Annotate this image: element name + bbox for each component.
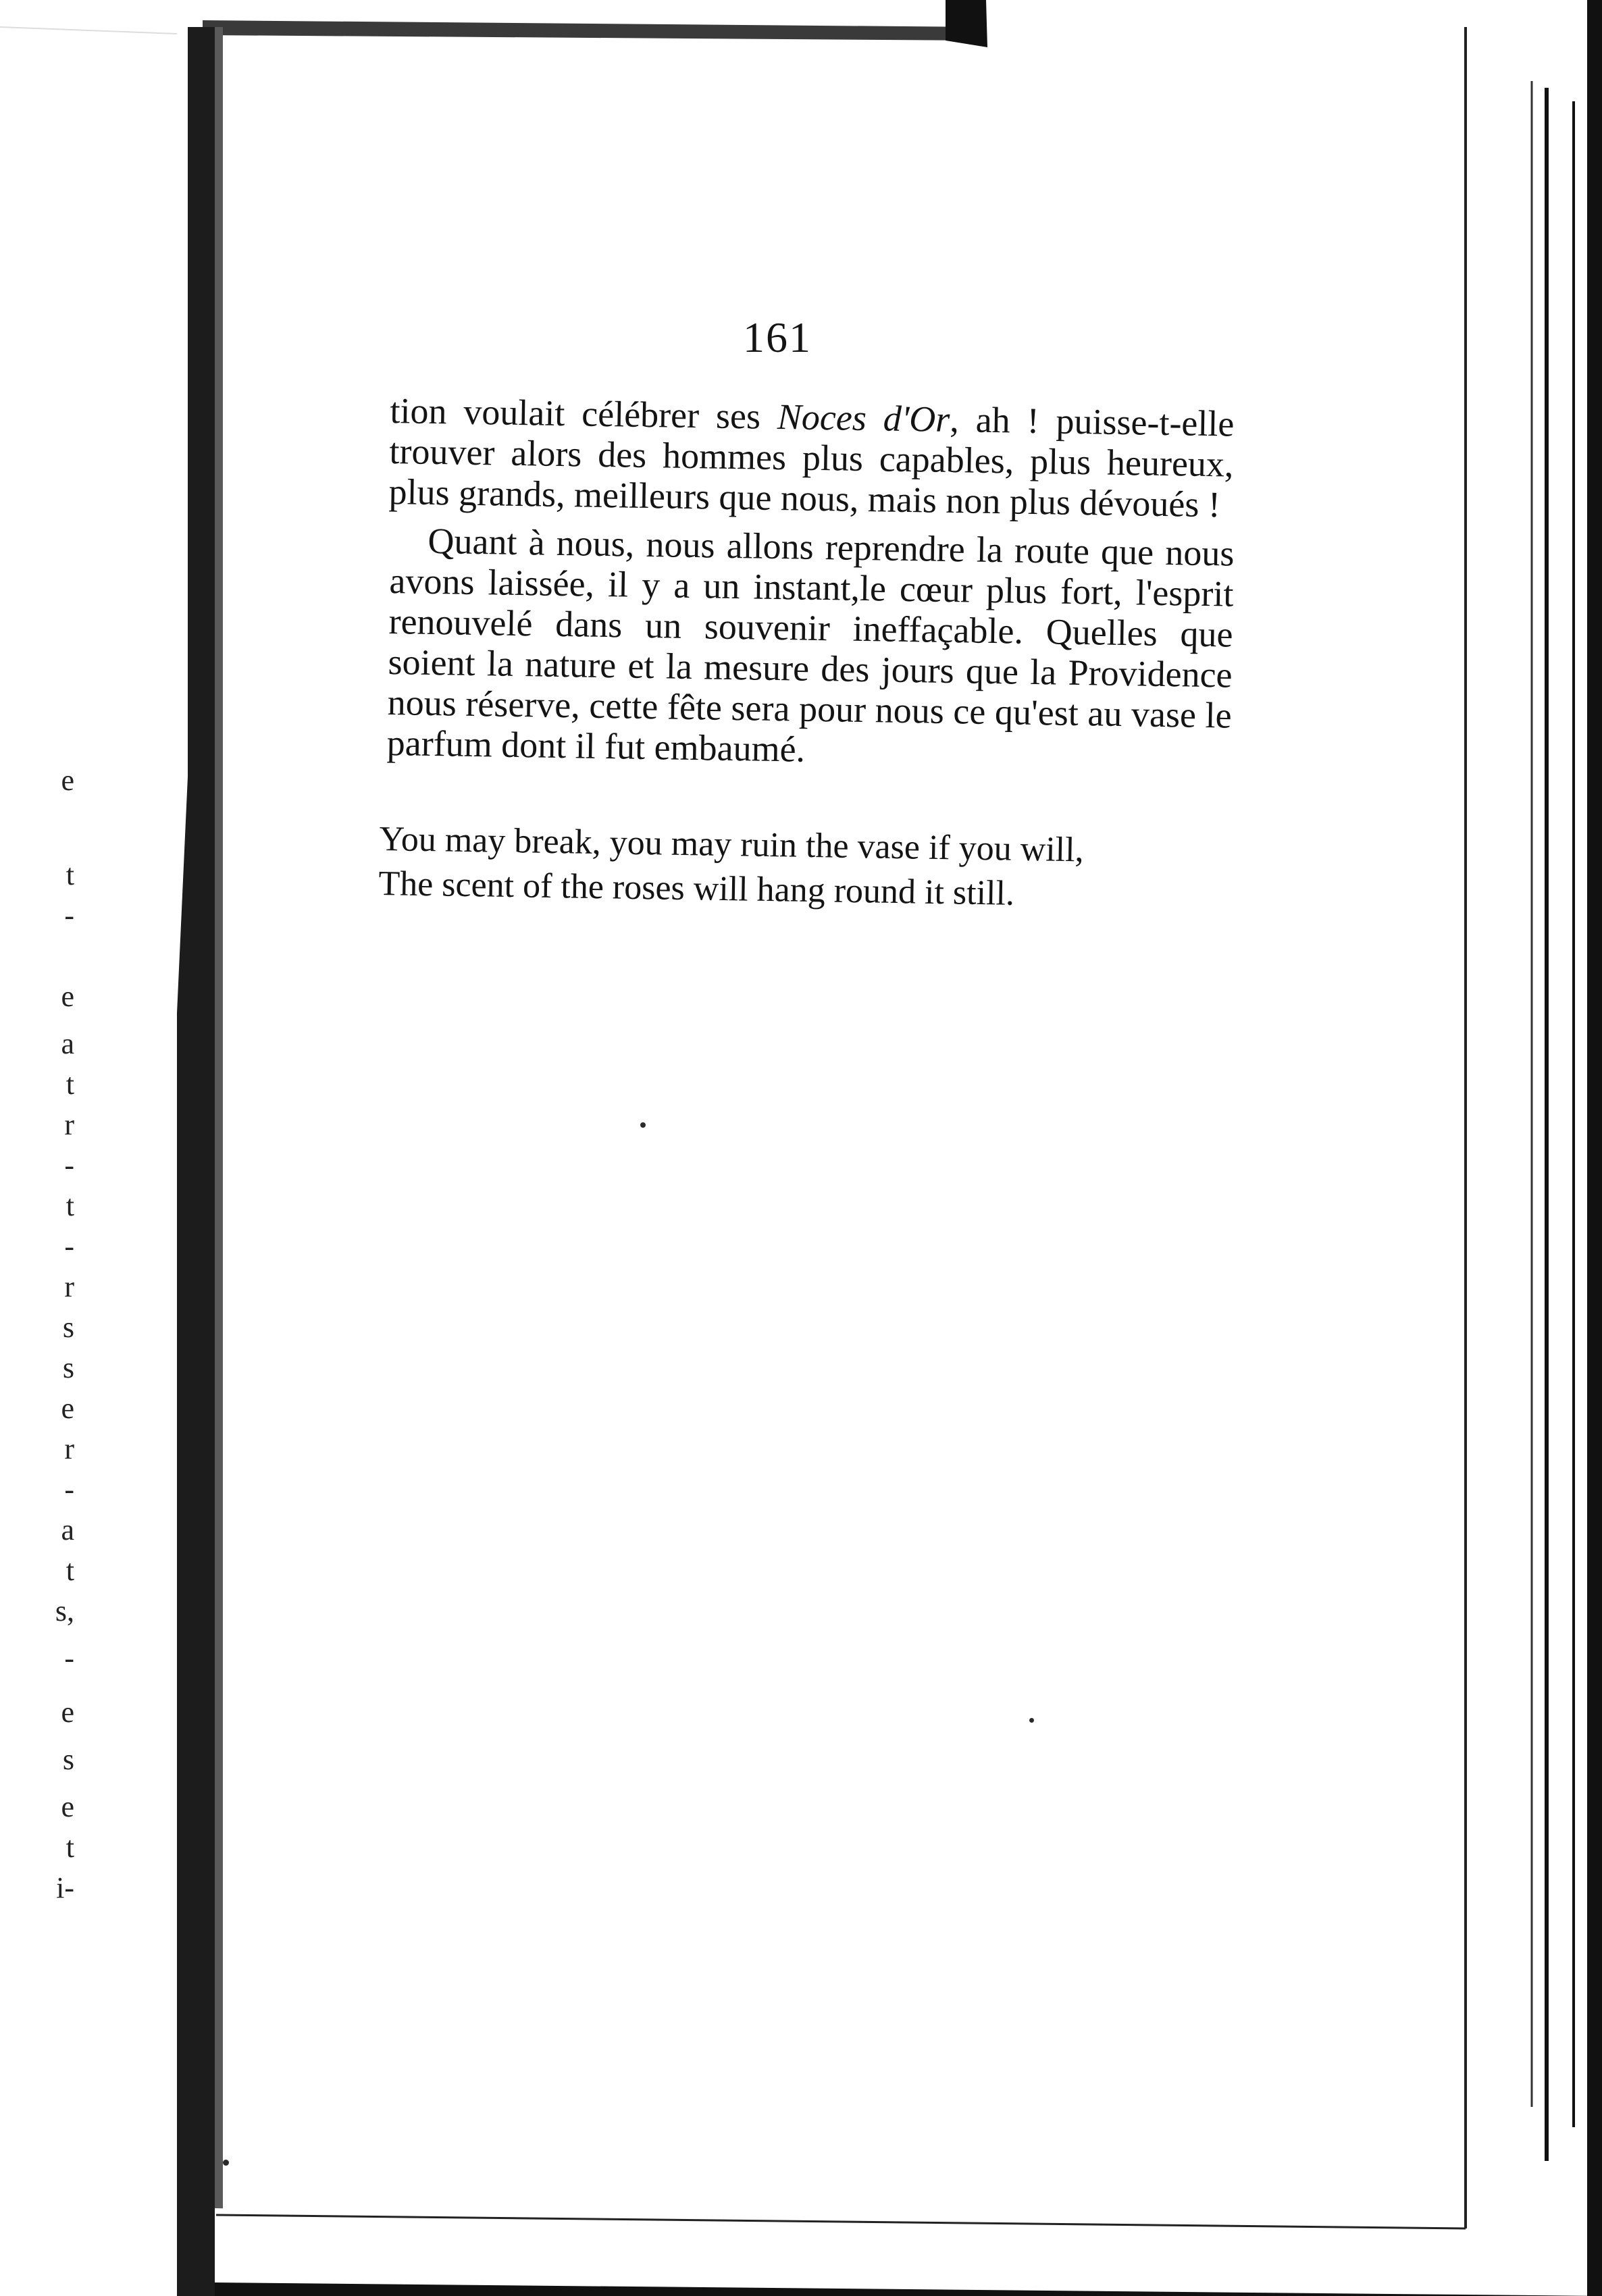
- facing-fragment: t: [66, 858, 74, 891]
- facing-fragment: r: [64, 1432, 74, 1465]
- facing-fragment: t: [66, 1189, 74, 1222]
- facing-fragment: t: [66, 1068, 74, 1101]
- facing-fragment: t: [66, 1831, 74, 1864]
- facing-fragment: -: [64, 1473, 74, 1506]
- facing-fragment: s: [62, 1743, 74, 1776]
- facing-fragment: -: [64, 899, 74, 932]
- facing-fragment: s: [62, 1311, 74, 1344]
- facing-fragment: a: [61, 1027, 74, 1060]
- facing-fragment: -: [64, 1642, 74, 1675]
- paragraph-1-end: , ah ! puisse-t-elle trouver alors des hommes plus capables, plus heureux, plus grands, meilleurs que nous, mais non plus dévoués !: [388, 399, 1235, 525]
- noces-dor-italic: Noces d'Or: [777, 396, 950, 440]
- verse-quotation: [378, 817, 1258, 920]
- facing-fragment: s: [62, 1351, 74, 1384]
- body-text: [386, 390, 1235, 771]
- facing-fragment: e: [61, 1696, 74, 1729]
- ink-speck: [223, 2160, 229, 2166]
- ink-speck: [640, 1122, 646, 1128]
- facing-fragment: e: [61, 1790, 74, 1823]
- paragraph-1-start: tion voulait célébrer ses: [390, 390, 778, 438]
- facing-fragment: -: [64, 1149, 74, 1182]
- facing-fragment: e: [61, 764, 74, 797]
- paragraph-2: Quant à nous, nous allons reprendre la route que nous avons laissée, il y a un instant,le cœur plus fort, l'esprit renouvelé dans un souvenir ineffaçable. Quelles que soient la nature et la mesure des jours que la Providence nous réserve, cette fête sera pour nous ce qu'est au vase le parfum dont il fut embaumé.: [386, 520, 1235, 770]
- verse-line-2: The scent of the roses will hang round it still.: [378, 864, 1015, 913]
- facing-fragment: -: [64, 1230, 74, 1263]
- facing-fragment: i-: [56, 1871, 74, 1904]
- facing-fragment: r: [64, 1270, 74, 1303]
- facing-fragment: t: [66, 1554, 74, 1587]
- facing-page-fragments: [0, 0, 74, 2296]
- facing-fragment: a: [61, 1513, 74, 1546]
- book-gutter: [177, 27, 215, 2296]
- verse-line-1: You may break, you may ruin the vase if you will,: [379, 819, 1085, 870]
- page-number: 161: [743, 313, 812, 361]
- ink-speck: [1029, 1718, 1034, 1723]
- paragraph-1: [388, 390, 1235, 525]
- facing-fragment: e: [61, 1392, 74, 1425]
- facing-fragment: e: [61, 980, 74, 1013]
- facing-fragment: s,: [55, 1594, 74, 1627]
- facing-fragment: r: [64, 1108, 74, 1141]
